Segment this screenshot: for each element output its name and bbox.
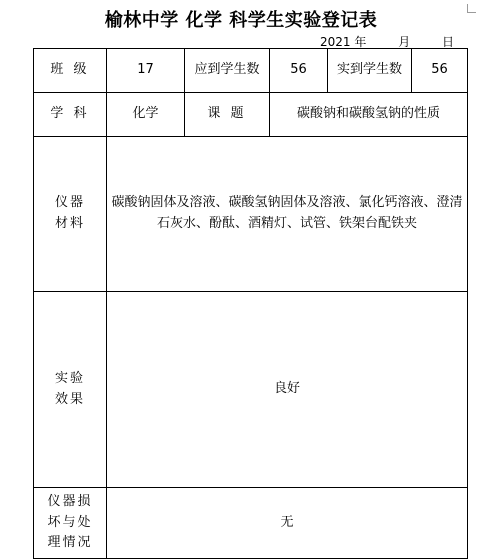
class-value: 17: [107, 49, 185, 93]
form-title: 榆林中学 化学 科学生实验登记表: [104, 10, 378, 31]
effect-label: [34, 292, 107, 488]
damage-label-line3: 理情况: [47, 535, 93, 551]
registration-table: [33, 48, 468, 559]
actual-students-value: 56: [412, 49, 468, 93]
effect-label-line2: 效果: [54, 391, 85, 407]
table-row-subject: [34, 93, 468, 137]
table-row-damage: [34, 488, 468, 559]
table-row-instruments: [34, 137, 468, 292]
date-month: 月: [398, 35, 411, 49]
instruments-label-line2: 材料: [54, 216, 85, 231]
expected-students-label: 应到学生数: [185, 49, 270, 93]
actual-students-label: 实到学生数: [328, 49, 412, 93]
table-row-class-info: [34, 49, 468, 93]
instruments-label-line1: 仪器: [54, 195, 85, 211]
damage-label-line1: 仪器损: [47, 493, 93, 509]
effect-label-line1: 实验: [54, 370, 85, 386]
date-day: 日: [442, 35, 455, 49]
topic-label: 课 题: [185, 93, 270, 137]
damage-label: [34, 488, 107, 559]
effect-content: 良好: [107, 292, 468, 488]
damage-label-line2: 坏与处: [47, 514, 93, 530]
damage-content: 无: [107, 488, 468, 559]
subject-label: 学 科: [34, 93, 107, 137]
instruments-label: [34, 137, 107, 292]
topic-value: 碳酸钠和碳酸氢钠的性质: [270, 93, 468, 137]
date-year: 2021 年: [320, 35, 367, 49]
instruments-content: 碳酸钠固体及溶液、碳酸氢钠固体及溶液、氯化钙溶液、澄清石灰水、酚酞、酒精灯、试管、铁架台配铁夹: [107, 137, 468, 292]
class-label: 班 级: [34, 49, 107, 93]
table-row-effect: [34, 292, 468, 488]
subject-value: 化学: [107, 93, 185, 137]
expected-students-value: 56: [270, 49, 328, 93]
